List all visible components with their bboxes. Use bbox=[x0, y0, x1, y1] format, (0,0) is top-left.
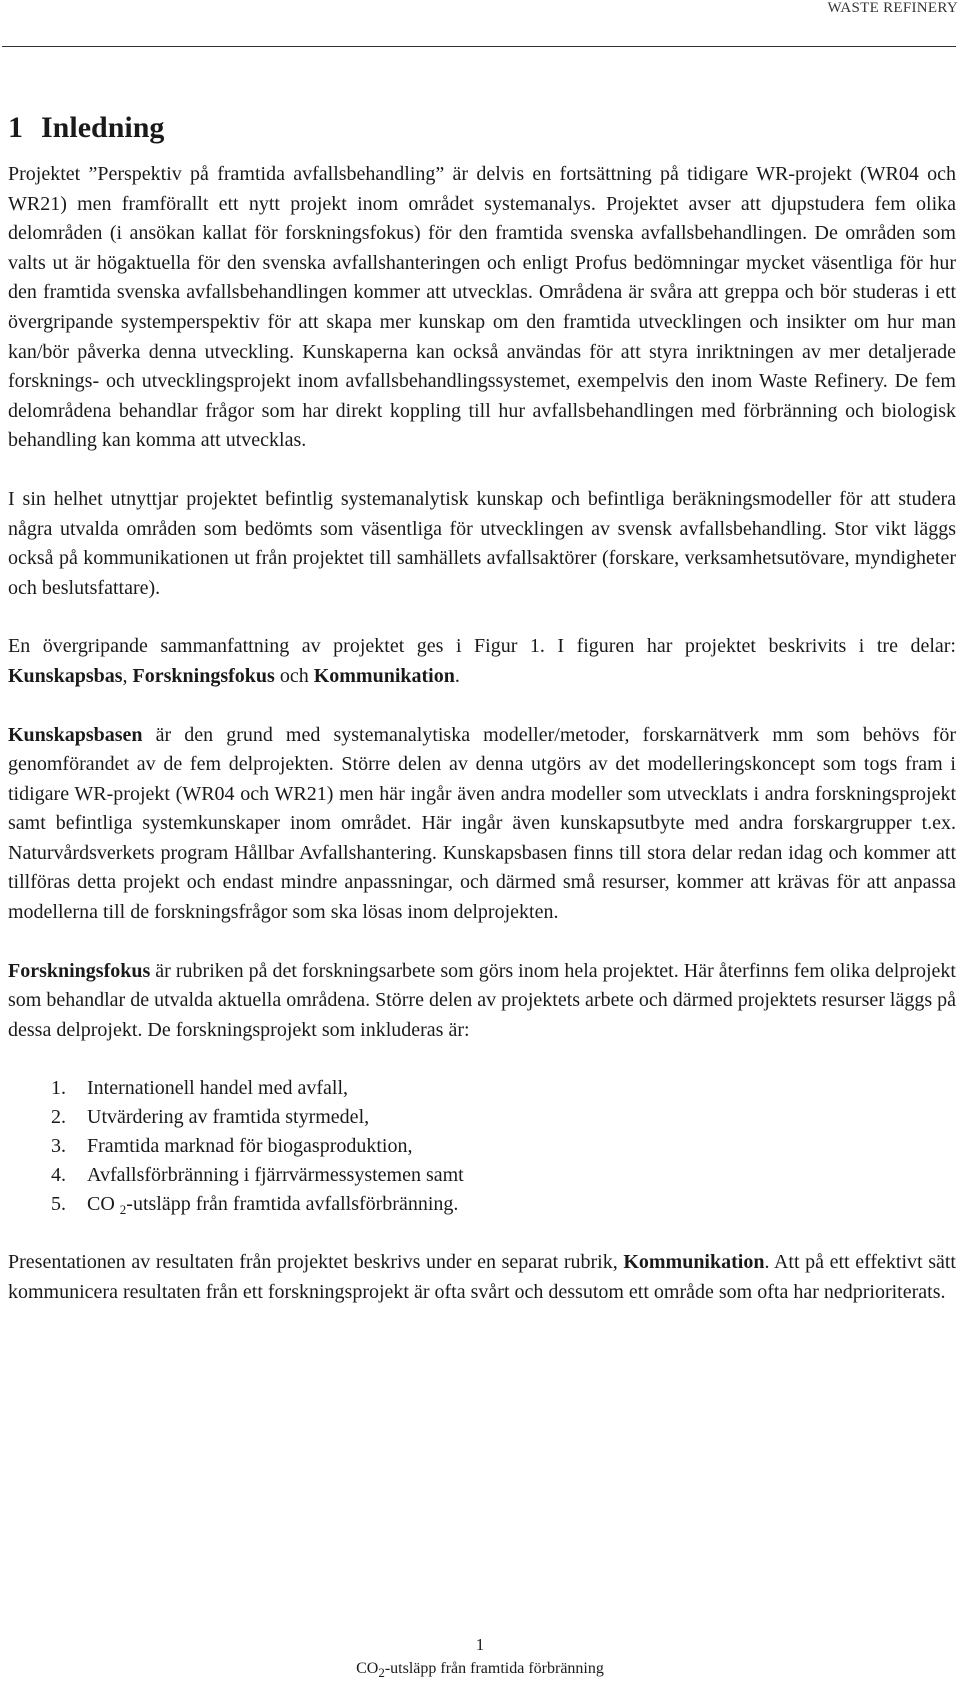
section-heading bbox=[8, 108, 956, 148]
term-kunskapsbasen: Kunskapsbasen bbox=[8, 723, 143, 746]
paragraph-summary: En övergripande sammanfattning av projektet ges i Figur 1. I figuren har projektet beskrivits i tre delar: Kunskapsbas, Forskningsfokus och Kommunikation. bbox=[8, 635, 956, 687]
term-kommunikation: Kommunikation bbox=[313, 664, 455, 687]
term-forskningsfokus-lead: Forskningsfokus bbox=[8, 959, 151, 982]
document-body bbox=[8, 108, 956, 1337]
research-project-list bbox=[8, 1074, 956, 1219]
running-header: WASTE REFINERY bbox=[827, 0, 958, 16]
page-number: 1 bbox=[475, 1635, 485, 1654]
term-kunskapsbas: Kunskapsbas bbox=[8, 664, 123, 687]
list-item: 2. Utvärdering av framtida styrmedel, bbox=[51, 1106, 370, 1129]
paragraph-intro: Projektet ”Perspektiv på framtida avfallsbehandling” är delvis en fortsättning på tidigare WR-projekt (WR04 och WR21) men framförallt ett nytt projekt inom området systemanalys. Projektet avser att djupstudera fem olika delområden (i ansökan kallat för forskningsfokus) för den framtida svenska avfallsbehandlingen. De områden som valts ut är högaktuella för den svenska avfallshanteringen och enligt Profus bedömningar mycket väsentliga för hur den framtida svenska avfallsbehandlingen kommer att utvecklas. Områdena är svåra att greppa och bör studeras i ett övergripande systemperspektiv för att skapa mer kunskap om den framtida utvecklingen och insikter om hur man kan/bör påverka denna utveckling. Kunskaperna kan också användas för att styra inriktningen av mer detaljerade forsknings- och utvecklingsprojekt inom avfallsbehandlingssystemet, exempelvis den inom Waste Refinery. De fem delområdena behandlar frågor som har direkt koppling till hur avfallsbehandlingen med förbränning och biologisk behandling kan komma att utvecklas. bbox=[8, 163, 956, 452]
paragraph-kunskapsbasen: Kunskapsbasen är den grund med systemanalytiska modeller/metoder, forskarnätverk mm som behövs för genomförandet av de fem delprojekten. Större delen av denna utgörs av det modelleringskoncept som togs fram i tidigare WR-projekt (WR04 och WR21) men här ingår även andra modeller som utvecklats i andra forskningsprojekt samt befintliga systemkunskaper inom området. Här ingår även kunskapsutbyte med andra forskargrupper t.ex. Naturvårdsverkets program Hållbar Avfallshantering. Kunskapsbasen finns till stora delar redan idag och kommer att tillföras detta projekt och endast mindre anpassningar, och därmed små resurser, kommer att krävas för att anpassa modellerna till de forskningsfrågor som ska lösas inom delprojekten. bbox=[8, 723, 956, 924]
list-item: 3. Framtida marknad för biogasproduktion, bbox=[51, 1135, 413, 1158]
paragraph-forskningsfokus: Forskningsfokus är rubriken på det forskningsarbete som görs inom hela projektet. Här återfinns fem olika delprojekt som behandlar de utvalda aktuella områdena. Större delen av projektets arbete och därmed projektets resurser läggs på dessa delprojekt. De forskningsprojekt som inkluderas är: bbox=[8, 959, 956, 1041]
list-item: 1. Internationell handel med avfall, bbox=[51, 1077, 349, 1100]
section-title: Inledning bbox=[41, 111, 165, 144]
section-number: 1 bbox=[8, 111, 23, 144]
paragraph-overview: I sin helhet utnyttjar projektet befintlig systemanalytisk kunskap och befintliga beräkningsmodeller för att studera några utvalda områden som bedömts som väsentliga för utvecklingen av svensk avfallsbehandling. Stor vikt läggs också på kommunikationen ut från projektet till samhällets avfallsaktörer (forskare, verksamhetsutövare, myndigheter och beslutsfattare). bbox=[8, 487, 956, 599]
list-item: 5. CO $_2$-utsläpp från framtida avfallsförbränning. bbox=[51, 1193, 459, 1218]
footer-title: $CO_2$-utsläpp från framtida förbränning bbox=[356, 1660, 604, 1680]
paragraph-kommunikation: Presentationen av resultaten från projektet beskrivs under en separat rubrik, Kommunikation. Att på ett effektivt sätt kommunicera resultaten från ett forskningsprojekt är ofta svårt och dessutom ett område som ofta har nedprioriterats. bbox=[8, 1251, 956, 1304]
term-kommunikation-lead: Kommunikation bbox=[623, 1251, 765, 1274]
header-rule bbox=[2, 46, 956, 47]
term-forskningsfokus: Forskningsfokus bbox=[132, 664, 275, 687]
list-item: 4. Avfallsförbränning i fjärrvärmessystemen samt bbox=[51, 1164, 464, 1187]
